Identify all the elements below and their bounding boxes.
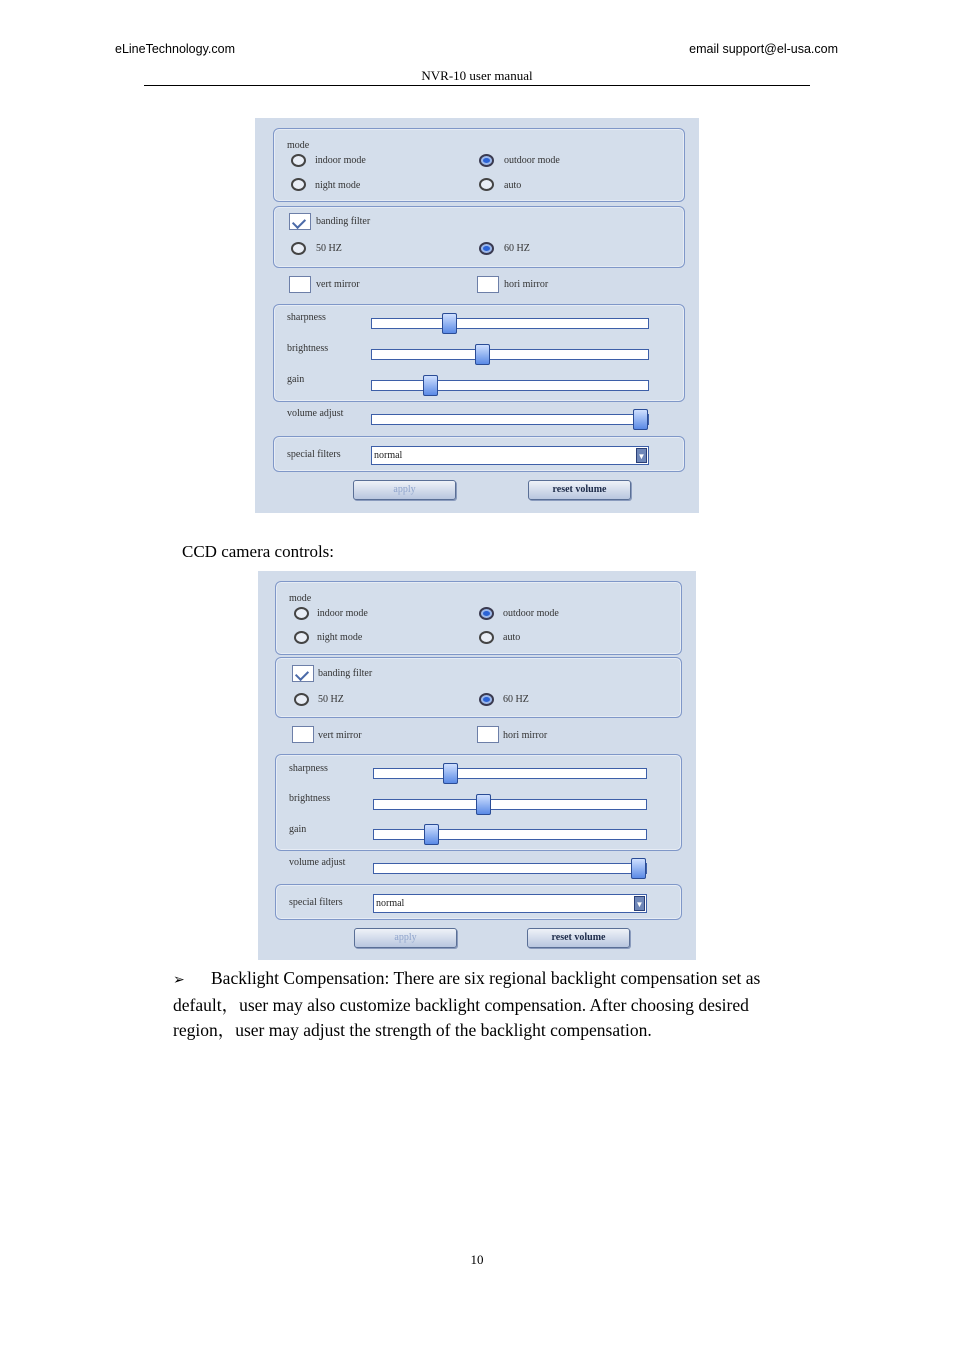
indoor-mode-label: indoor mode: [315, 155, 366, 166]
hori-mirror-label: hori mirror: [504, 279, 549, 290]
sharpness-slider[interactable]: [373, 768, 647, 779]
vert-mirror-checkbox[interactable]: [289, 276, 311, 293]
gain-thumb[interactable]: [423, 375, 438, 396]
indoor-mode-radio[interactable]: [291, 154, 306, 167]
vert-mirror-checkbox[interactable]: [292, 726, 314, 743]
banding-group: [275, 657, 682, 718]
page-number: 10: [470, 1252, 484, 1267]
apply-button[interactable]: apply: [353, 480, 456, 500]
hori-mirror-checkbox[interactable]: [477, 276, 499, 293]
camera-controls-panel-1: [255, 118, 699, 513]
brightness-slider[interactable]: [371, 349, 649, 360]
auto-mode-label: auto: [503, 632, 521, 643]
header-rule: [144, 85, 810, 86]
night-mode-label: night mode: [317, 632, 363, 643]
reset-volume-button[interactable]: reset volume: [528, 480, 631, 500]
hz60-radio[interactable]: [479, 242, 494, 255]
night-mode-label: night mode: [315, 180, 361, 191]
camera-controls-panel-2: [258, 571, 696, 960]
mode-title: mode: [287, 140, 310, 151]
volume-slider[interactable]: [371, 414, 649, 425]
volume-adjust-label: volume adjust: [289, 857, 346, 868]
brightness-label: brightness: [287, 343, 329, 354]
banding-filter-label: banding filter: [316, 216, 371, 227]
caption-ccd: CCD camera controls:: [182, 542, 335, 561]
gain-slider[interactable]: [373, 829, 647, 840]
outdoor-mode-label: outdoor mode: [504, 155, 560, 166]
gain-label: gain: [289, 824, 307, 835]
outdoor-mode-radio[interactable]: [479, 154, 494, 167]
hori-mirror-label: hori mirror: [503, 730, 548, 741]
outdoor-mode-label: outdoor mode: [503, 608, 559, 619]
brightness-label: brightness: [289, 793, 331, 804]
header-site: eLineTechnology.com: [115, 42, 235, 56]
gain-thumb[interactable]: [424, 824, 439, 845]
mode-title: mode: [289, 593, 312, 604]
hz50-label: 50 HZ: [318, 694, 344, 705]
auto-mode-radio[interactable]: [479, 178, 494, 191]
sharpness-thumb[interactable]: [443, 763, 458, 784]
volume-adjust-label: volume adjust: [287, 408, 344, 419]
night-mode-radio[interactable]: [291, 178, 306, 191]
gain-slider[interactable]: [371, 380, 649, 391]
hz60-label: 60 HZ: [504, 243, 530, 254]
header-title: NVR-10 user manual: [421, 68, 533, 83]
night-mode-radio[interactable]: [294, 631, 309, 644]
banding-filter-checkbox[interactable]: [289, 213, 311, 230]
sharpness-thumb[interactable]: [442, 313, 457, 334]
brightness-thumb[interactable]: [476, 794, 491, 815]
brightness-thumb[interactable]: [475, 344, 490, 365]
auto-mode-radio[interactable]: [479, 631, 494, 644]
vert-mirror-label: vert mirror: [318, 730, 362, 741]
special-filters-label: special filters: [287, 449, 341, 460]
gain-label: gain: [287, 374, 305, 385]
hz50-radio[interactable]: [291, 242, 306, 255]
hz60-radio[interactable]: [479, 693, 494, 706]
hori-mirror-checkbox[interactable]: [477, 726, 499, 743]
arrow-bullet-icon: ➢: [173, 972, 185, 988]
indoor-mode-radio[interactable]: [294, 607, 309, 620]
special-filters-select[interactable]: [373, 894, 647, 913]
special-filters-select[interactable]: [371, 446, 649, 465]
sharpness-label: sharpness: [287, 312, 326, 323]
outdoor-mode-radio[interactable]: [479, 607, 494, 620]
special-filters-value: normal: [376, 898, 405, 909]
sharpness-slider[interactable]: [371, 318, 649, 329]
volume-slider[interactable]: [373, 863, 647, 874]
backlight-text: Backlight Compensation: There are six regional backlight compensation set as default，user may also customize backlight compensation. After choosing desired region，user may adjust the strength of the backlight compensation.: [173, 968, 761, 1040]
banding-filter-label: banding filter: [318, 668, 373, 679]
hz60-label: 60 HZ: [503, 694, 529, 705]
indoor-mode-label: indoor mode: [317, 608, 368, 619]
special-filters-value: normal: [374, 450, 403, 461]
auto-mode-label: auto: [504, 180, 522, 191]
reset-volume-button[interactable]: reset volume: [527, 928, 630, 948]
hz50-label: 50 HZ: [316, 243, 342, 254]
volume-thumb[interactable]: [631, 858, 646, 879]
volume-thumb[interactable]: [633, 409, 648, 430]
backlight-paragraph: [173, 966, 813, 1043]
dropdown-arrow-icon[interactable]: ▼: [636, 448, 647, 463]
header-email: email support@el-usa.com: [689, 42, 838, 56]
hz50-radio[interactable]: [294, 693, 309, 706]
vert-mirror-label: vert mirror: [316, 279, 360, 290]
dropdown-arrow-icon[interactable]: ▼: [634, 896, 645, 911]
banding-filter-checkbox[interactable]: [292, 665, 314, 682]
special-filters-label: special filters: [289, 897, 343, 908]
apply-button[interactable]: apply: [354, 928, 457, 948]
sharpness-label: sharpness: [289, 763, 328, 774]
brightness-slider[interactable]: [373, 799, 647, 810]
